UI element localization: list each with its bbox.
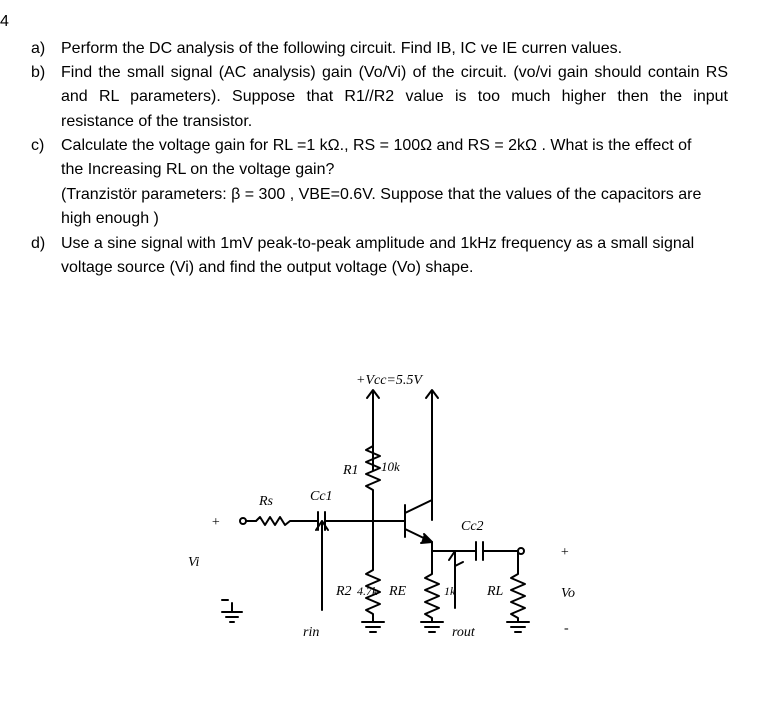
ground-input	[222, 600, 242, 622]
question-label: c)	[31, 137, 45, 154]
c1-label: Cc1	[310, 489, 333, 504]
question-label: a)	[31, 40, 46, 57]
ground-re	[421, 622, 443, 632]
r1-resistor	[366, 440, 380, 520]
rout-label: rout	[452, 625, 475, 640]
question-label: b)	[31, 64, 46, 81]
r2-value: 4.7k	[357, 584, 378, 598]
rs-resistor	[256, 517, 318, 525]
question-line: Use a sine signal with 1mV peak-to-peak amplitude and 1kHz frequency as a small signal	[61, 235, 695, 252]
r1-value: 10k	[381, 459, 400, 474]
question-line: (Tranzistör parameters: β = 300 , VBE=0.6V. Suppose that the values of the capacitors are	[61, 185, 702, 203]
re-value: 1k	[444, 584, 456, 598]
question-line: Calculate the voltage gain for RL =1 kΩ., RS = 100Ω and RS = 2kΩ . What is the effect of	[61, 137, 692, 154]
bjt-transistor	[405, 495, 432, 543]
question-line: high enough )	[61, 209, 159, 227]
vi-label: Vi	[188, 555, 200, 570]
minus-output: -	[564, 621, 569, 636]
c2-label: Cc2	[461, 519, 484, 534]
rl-resistor	[511, 551, 525, 622]
re-resistor	[425, 560, 439, 622]
re-label: RE	[389, 584, 407, 599]
rl-label: RL	[487, 584, 504, 599]
rs-label: Rs	[259, 494, 273, 509]
plus-output: +	[560, 545, 570, 560]
question-line: and RL parameters). Suppose that R1//R2 value is too much higher then the input	[61, 88, 728, 106]
rin-arrow	[316, 521, 328, 610]
vcc-label: +Vcc=5.5V	[356, 373, 422, 388]
r2-resistor	[366, 520, 380, 622]
question-line: voltage source (Vi) and find the output voltage (Vo) shape.	[61, 259, 474, 277]
question-line: the Increasing RL on the voltage gain?	[61, 161, 335, 179]
vo-label: Vo	[561, 586, 575, 601]
page-number: 4	[0, 13, 9, 30]
ground-r2	[362, 622, 384, 632]
plus-input: +	[211, 515, 221, 530]
ground-rl	[507, 622, 529, 632]
r2-label: R2	[336, 584, 352, 599]
rin-label: rin	[303, 625, 320, 640]
rout-arrow	[449, 551, 455, 608]
question-line: resistance of the transistor.	[61, 112, 253, 130]
question-line: Perform the DC analysis of the following circuit. Find IB, IC ve IE curren values.	[61, 40, 623, 57]
question-label: d)	[31, 235, 46, 252]
question-line: Find the small signal (AC analysis) gain (Vo/Vi) of the circuit. (vo/vi gain should contain RS	[61, 64, 728, 81]
r1-label: R1	[343, 463, 359, 478]
